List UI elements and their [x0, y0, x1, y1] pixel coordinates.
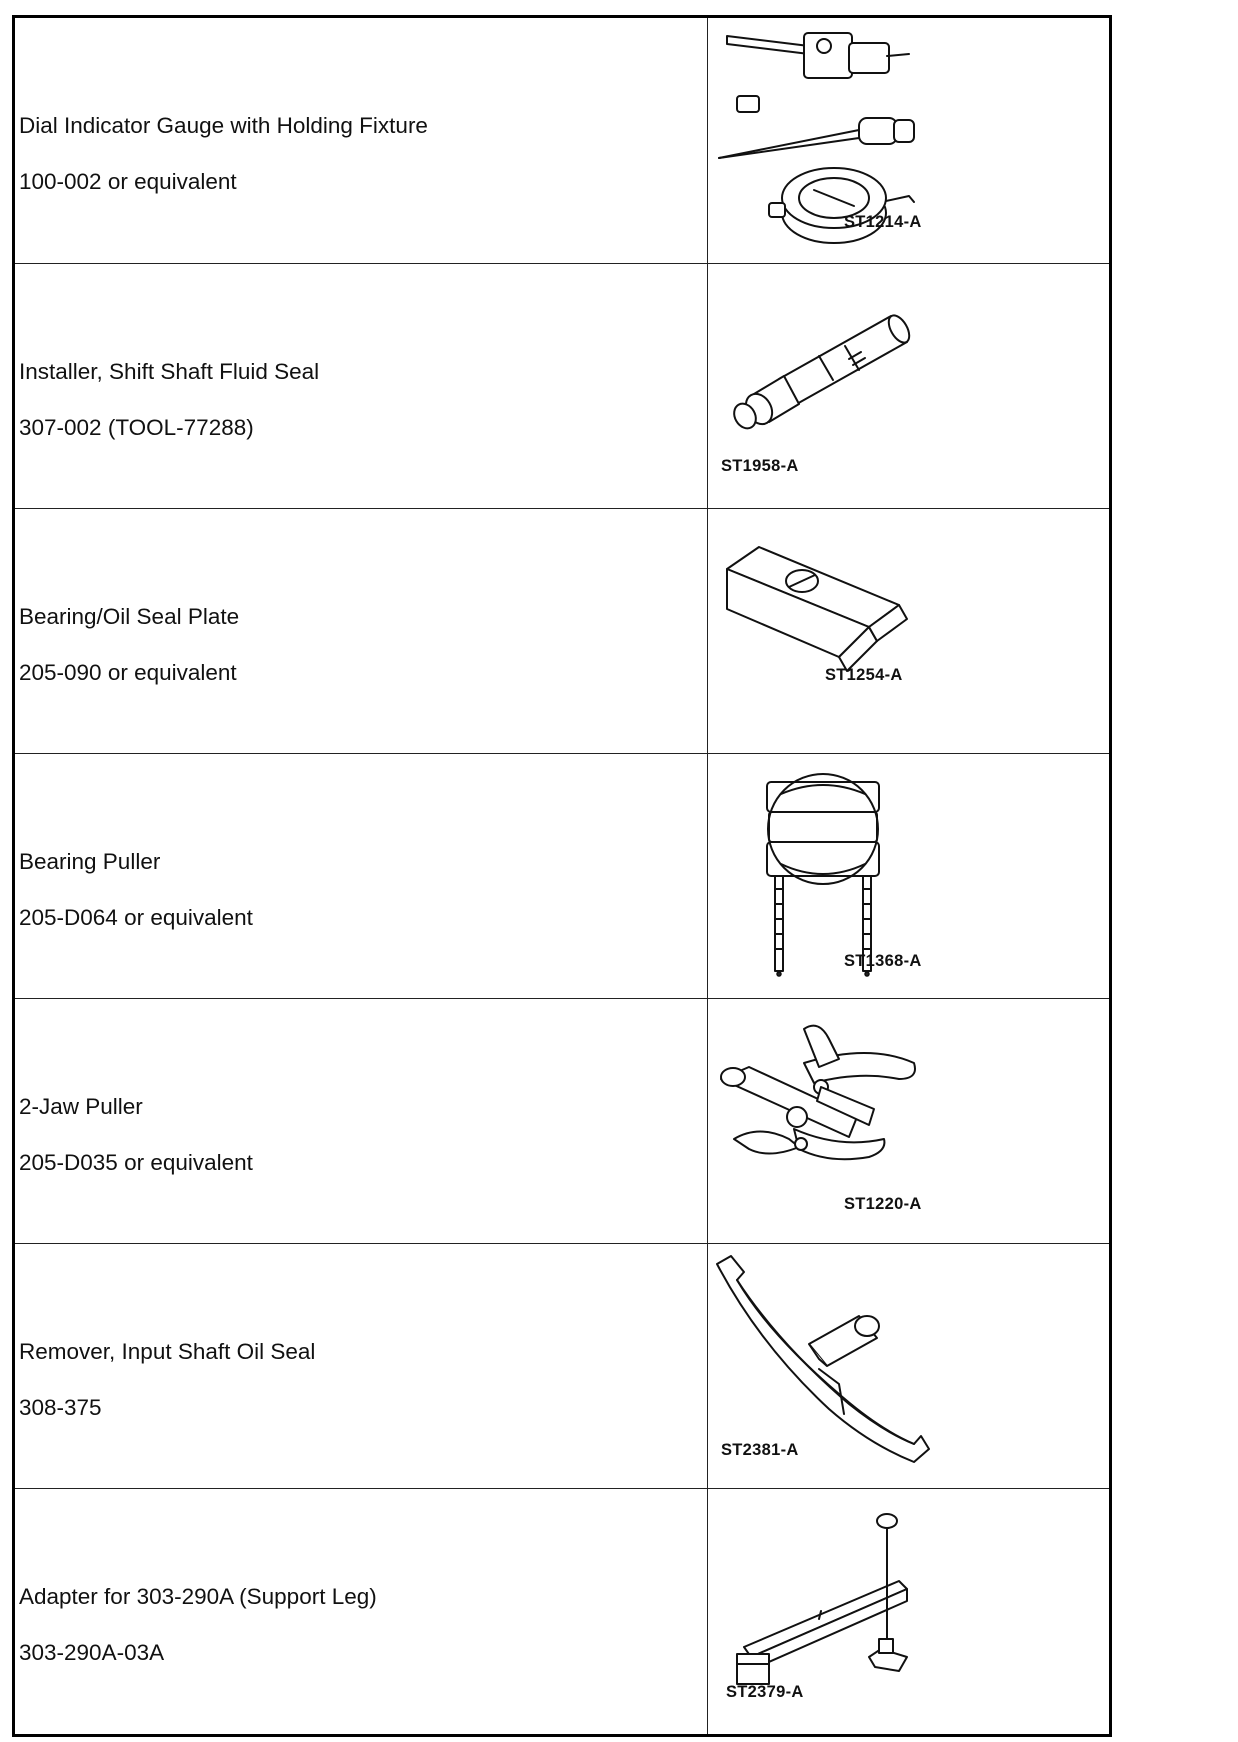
table-row: [15, 753, 1109, 998]
tool-description-cell: [19, 509, 699, 753]
table-row: [15, 18, 1109, 263]
illustration-code: ST1254-A: [825, 666, 903, 684]
tool-number: 205-D064 or equivalent: [19, 905, 253, 930]
tool-illustration-cell: [709, 1244, 1109, 1488]
special-tools-table: [12, 15, 1112, 1737]
column-divider: [707, 1244, 708, 1488]
table-row: [15, 1243, 1109, 1488]
table-row: [15, 508, 1109, 753]
column-divider: [707, 1489, 708, 1734]
seal-plate-illustration: [709, 509, 1109, 754]
column-divider: [707, 754, 708, 998]
tool-illustration-cell: [709, 18, 1109, 263]
column-divider: [707, 264, 708, 508]
illustration-code: ST1214-A: [844, 213, 922, 231]
table-row: [15, 1488, 1109, 1734]
illustration-code: ST1958-A: [721, 457, 799, 475]
tool-number: 100-002 or equivalent: [19, 169, 237, 194]
tool-name: Installer, Shift Shaft Fluid Seal: [19, 359, 320, 384]
illustration-code: ST2381-A: [721, 1441, 799, 1459]
tool-number: 308-375: [19, 1395, 102, 1420]
column-divider: [707, 999, 708, 1243]
tool-description-cell: [19, 999, 699, 1243]
tool-name: Dial Indicator Gauge with Holding Fixture: [19, 113, 428, 138]
tool-number: 205-D035 or equivalent: [19, 1150, 253, 1175]
tool-number: 307-002 (TOOL-77288): [19, 415, 254, 440]
tool-name: Remover, Input Shaft Oil Seal: [19, 1339, 316, 1364]
tool-illustration-cell: [709, 1489, 1109, 1734]
tool-name: Bearing Puller: [19, 849, 161, 874]
illustration-code: ST1220-A: [844, 1195, 922, 1213]
tool-number: 303-290A-03A: [19, 1640, 165, 1665]
illustration-code: ST2379-A: [726, 1683, 804, 1701]
tool-illustration-cell: [709, 509, 1109, 753]
tool-name: Bearing/Oil Seal Plate: [19, 604, 240, 629]
tool-number: 205-090 or equivalent: [19, 660, 237, 685]
tool-name: 2-Jaw Puller: [19, 1094, 143, 1119]
tool-illustration-cell: [709, 754, 1109, 998]
tool-description-cell: [19, 754, 699, 998]
illustration-code: ST1368-A: [844, 952, 922, 970]
tool-illustration-cell: [709, 999, 1109, 1243]
column-divider: [707, 18, 708, 263]
table-row: [15, 998, 1109, 1243]
column-divider: [707, 509, 708, 753]
tool-illustration-cell: [709, 264, 1109, 508]
table-row: [15, 263, 1109, 508]
tool-description-cell: [19, 18, 699, 263]
tool-description-cell: [19, 1489, 699, 1734]
tool-description-cell: [19, 264, 699, 508]
tool-name: Adapter for 303-290A (Support Leg): [19, 1584, 377, 1609]
tool-description-cell: [19, 1244, 699, 1488]
